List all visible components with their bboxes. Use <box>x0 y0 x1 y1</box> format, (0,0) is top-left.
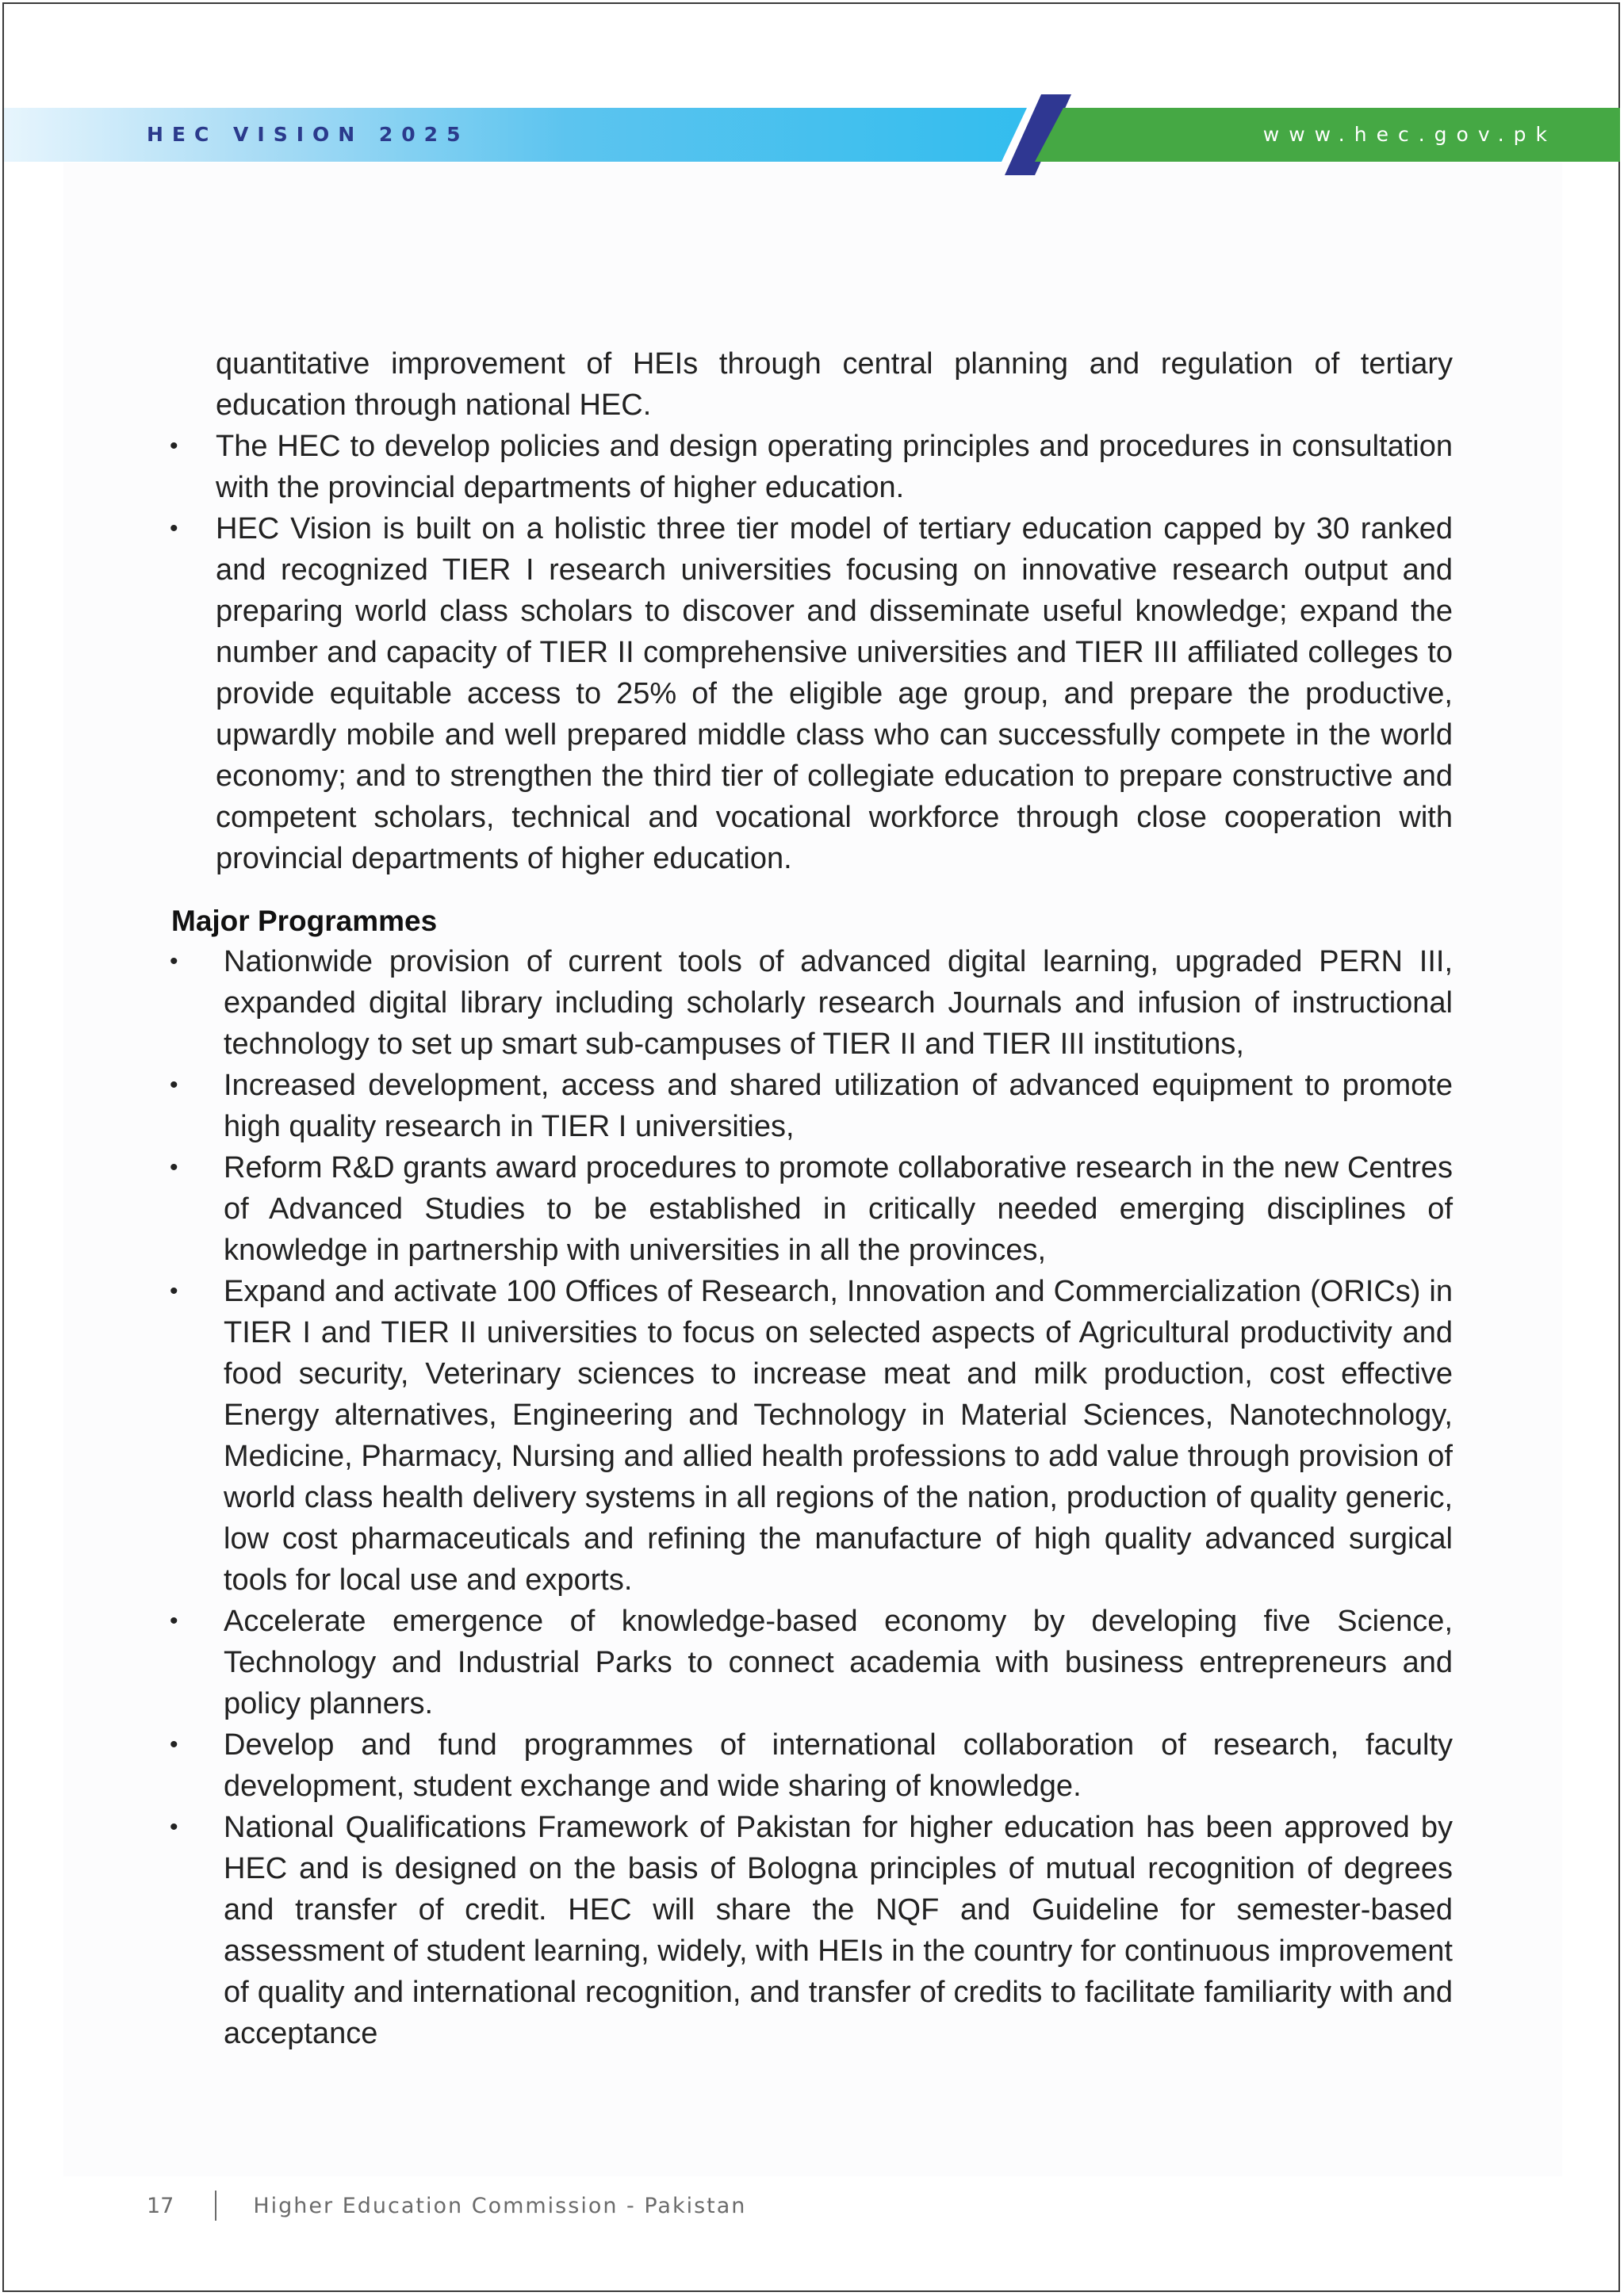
list-item <box>0 1807 1624 2054</box>
continuation-paragraph: quantitative improvement of HEIs through central planning and regulation of tertiary education through national HEC. <box>216 347 1453 422</box>
bullet-icon: • <box>170 1732 178 1758</box>
header-title: HEC VISION 2025 <box>147 123 469 146</box>
bullet-icon: • <box>170 1608 178 1634</box>
list-item-text: HEC Vision is built on a holistic three tier model of tertiary education capped by 30 ranked and recognized TIER I research universities focusing on innovative research output and preparing world class scholars to discover and disseminate useful knowledge; expand the number and capacity of TIER II comprehensive universities and TIER III affiliated colleges to provide equitable access to 25% of the eligible age group, and prepare the productive, upwardly mobile and well prepared middle class who can successfully compete in the world economy; and to strengthen the third tier of collegiate education to prepare constructive and competent scholars, technical and vocational workforce through close cooperation with provincial departments of higher education. <box>216 512 1453 875</box>
header-website: www.hec.gov.pk <box>1262 123 1557 146</box>
page-number: 17 <box>147 2193 174 2218</box>
page-footer <box>147 2190 746 2221</box>
list-item <box>0 1601 1624 1724</box>
bullet-icon: • <box>170 433 178 459</box>
bullet-icon: • <box>170 948 178 974</box>
bullet-icon: • <box>170 515 178 541</box>
footer-organization: Higher Education Commission - Pakistan <box>253 2193 747 2218</box>
list-item-text: National Qualifications Framework of Pakistan for higher education has been approved by HEC and is designed on the basis of Bologna principles of mutual recognition of degrees and transfer of credit. HEC will share the NQF and Guideline for semester-based assessment of student learning, widely, with HEIs in the country for continuous improvement of quality and international recognition, and transfer of credits to facilitate familiarity with and acceptance <box>224 1811 1453 2050</box>
list-item <box>0 508 1624 879</box>
list-item <box>0 1147 1624 1271</box>
bullet-icon: • <box>170 1278 178 1304</box>
list-item <box>0 426 1624 508</box>
footer-divider <box>215 2191 216 2221</box>
list-item-text: Nationwide provision of current tools of advanced digital learning, upgraded PERN III, expanded digital library including scholarly research Journals and infusion of instructional technology to set up smart sub-campuses of TIER II and TIER III institutions, <box>224 945 1453 1061</box>
list-item <box>0 1271 1624 1601</box>
list-item-text: The HEC to develop policies and design operating principles and procedures in consultation with the provincial departments of higher education. <box>216 430 1453 504</box>
list-item <box>0 1065 1624 1147</box>
bullet-icon: • <box>170 1814 178 1840</box>
list-item-text: Develop and fund programmes of international collaboration of research, faculty development, student exchange and wide sharing of knowledge. <box>224 1728 1453 1803</box>
programmes-list <box>0 941 1624 2054</box>
list-item <box>0 941 1624 1065</box>
list-item-text: Accelerate emergence of knowledge-based economy by developing five Science, Technology and Industrial Parks to connect academia with business entrepreneurs and policy planners. <box>224 1605 1453 1720</box>
bullet-icon: • <box>170 1154 178 1181</box>
header-band <box>4 108 1620 162</box>
list-item-text: Increased development, access and shared utilization of advanced equipment to promote high quality research in TIER I universities, <box>224 1069 1453 1143</box>
list-item <box>0 1724 1624 1807</box>
page-content <box>0 343 1624 2054</box>
list-item-text: Expand and activate 100 Offices of Research, Innovation and Commercialization (ORICs) in TIER I and TIER II universities to focus on selected aspects of Agricultural productivity and food security, Veterinary sciences to increase meat and milk production, cost effective Energy alternatives, Engineering and Technology in Material Sciences, Nanotechnology, Medicine, Pharmacy, Nursing and allied health professions to add value through provision of world class health delivery systems in all regions of the nation, production of quality generic, low cost pharmaceuticals and refining the manufacture of high quality advanced surgical tools for local use and exports. <box>224 1275 1453 1597</box>
bullet-icon: • <box>170 1072 178 1098</box>
bullet-list-top <box>0 426 1624 879</box>
list-item-text: Reform R&D grants award procedures to promote collaborative research in the new Centres of Advanced Studies to be established in critically needed emerging disciplines of knowledge in partnership with universities in all the provinces, <box>224 1151 1453 1267</box>
section-heading: Major Programmes <box>171 905 438 937</box>
